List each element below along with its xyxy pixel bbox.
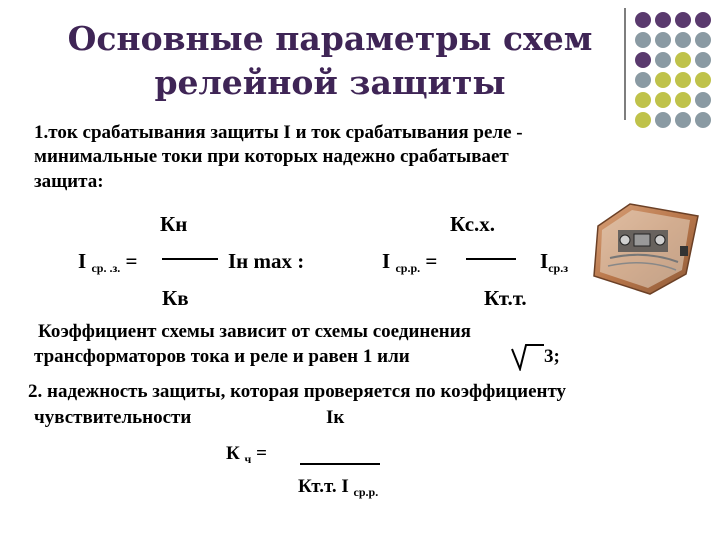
formula3-denominator	[298, 475, 378, 500]
decor-dot	[695, 32, 711, 48]
formula2-denominator: Кт.т.	[484, 286, 527, 310]
formula3-denominator-main: Кт.т. I	[298, 476, 349, 497]
item2-line-1: 2. надежность защиты, которая проверяется по коэффициенту	[28, 381, 567, 402]
sqrt-icon	[510, 343, 546, 371]
formula1-rhs	[228, 249, 304, 273]
decor-dot	[695, 12, 711, 28]
formula2-lhs-sub: ср.р.	[395, 261, 421, 275]
formula1-lhs-main: I	[78, 249, 87, 273]
decor-dot	[675, 92, 691, 108]
decor-dot	[655, 112, 671, 128]
formula3-lhs-sub: ч	[244, 452, 252, 466]
formula3-lhs	[226, 442, 267, 467]
formula1-eq: =	[125, 249, 138, 273]
decor-dot	[655, 32, 671, 48]
decor-dot	[635, 32, 651, 48]
formula2-numerator: Кс.х.	[450, 212, 496, 236]
formula2-fraction-bar	[466, 258, 516, 260]
formula2-rhs-main: I	[540, 249, 549, 273]
formula2-rhs-sub: ср.з	[548, 261, 569, 275]
decor-dot	[675, 32, 691, 48]
decor-dot	[695, 112, 711, 128]
formula2-lhs	[382, 249, 437, 276]
decor-dot	[655, 52, 671, 68]
decor-dot	[675, 52, 691, 68]
formula3-lhs-main: К	[226, 443, 240, 464]
formula2-lhs-main: I	[382, 249, 391, 273]
formula1-rhs-tail: :	[292, 249, 305, 273]
formula1-numerator: Кн	[160, 212, 188, 236]
item2-numerator: Iк	[326, 407, 345, 428]
decor-dot	[695, 72, 711, 88]
dot-grid-decor-icon	[633, 10, 715, 140]
item1-line-1: 1.ток срабатывания защиты I и ток срабатывания реле -	[34, 122, 523, 143]
decor-dot	[635, 52, 651, 68]
formula2-eq: =	[425, 249, 438, 273]
decor-dot	[655, 72, 671, 88]
decor-dot	[675, 112, 691, 128]
item2-line-2: чувствительности	[34, 407, 192, 428]
formula3-denominator-sub: ср.р.	[353, 485, 379, 499]
decor-dot	[635, 112, 651, 128]
decor-dot	[635, 72, 651, 88]
decor-dot	[695, 52, 711, 68]
relay-device-image	[590, 196, 700, 296]
coef-line-2-end: 3;	[544, 346, 560, 367]
formula1-fraction-bar	[162, 258, 218, 260]
item1-line-3: защита:	[34, 171, 104, 192]
decor-dot	[695, 92, 711, 108]
decor-dot	[635, 92, 651, 108]
formula3-eq: =	[256, 443, 267, 464]
coef-line-1: Коэффициент схемы зависит от схемы соединения	[38, 321, 471, 342]
decor-dot	[675, 12, 691, 28]
formula1-lhs	[78, 249, 137, 276]
formula3-fraction-bar	[300, 463, 380, 465]
decor-dot	[655, 12, 671, 28]
decor-divider	[624, 8, 626, 120]
item1-line-2: минимальные токи при которых надежно срабатывает	[34, 146, 509, 167]
formula1-lhs-sub: ср. .з.	[91, 261, 121, 275]
formula1-rhs-main: Iн max	[228, 249, 293, 273]
formula2-rhs	[540, 249, 568, 276]
decor-dot	[635, 12, 651, 28]
decor-dot	[675, 72, 691, 88]
title-line-1: Основные параметры схем	[67, 19, 593, 58]
coef-line-2-start: трансформаторов тока и реле и равен 1 или	[34, 346, 410, 367]
decor-dot	[655, 92, 671, 108]
title-line-2: релейной защиты	[154, 63, 506, 102]
formula1-denominator: Кв	[162, 286, 189, 310]
